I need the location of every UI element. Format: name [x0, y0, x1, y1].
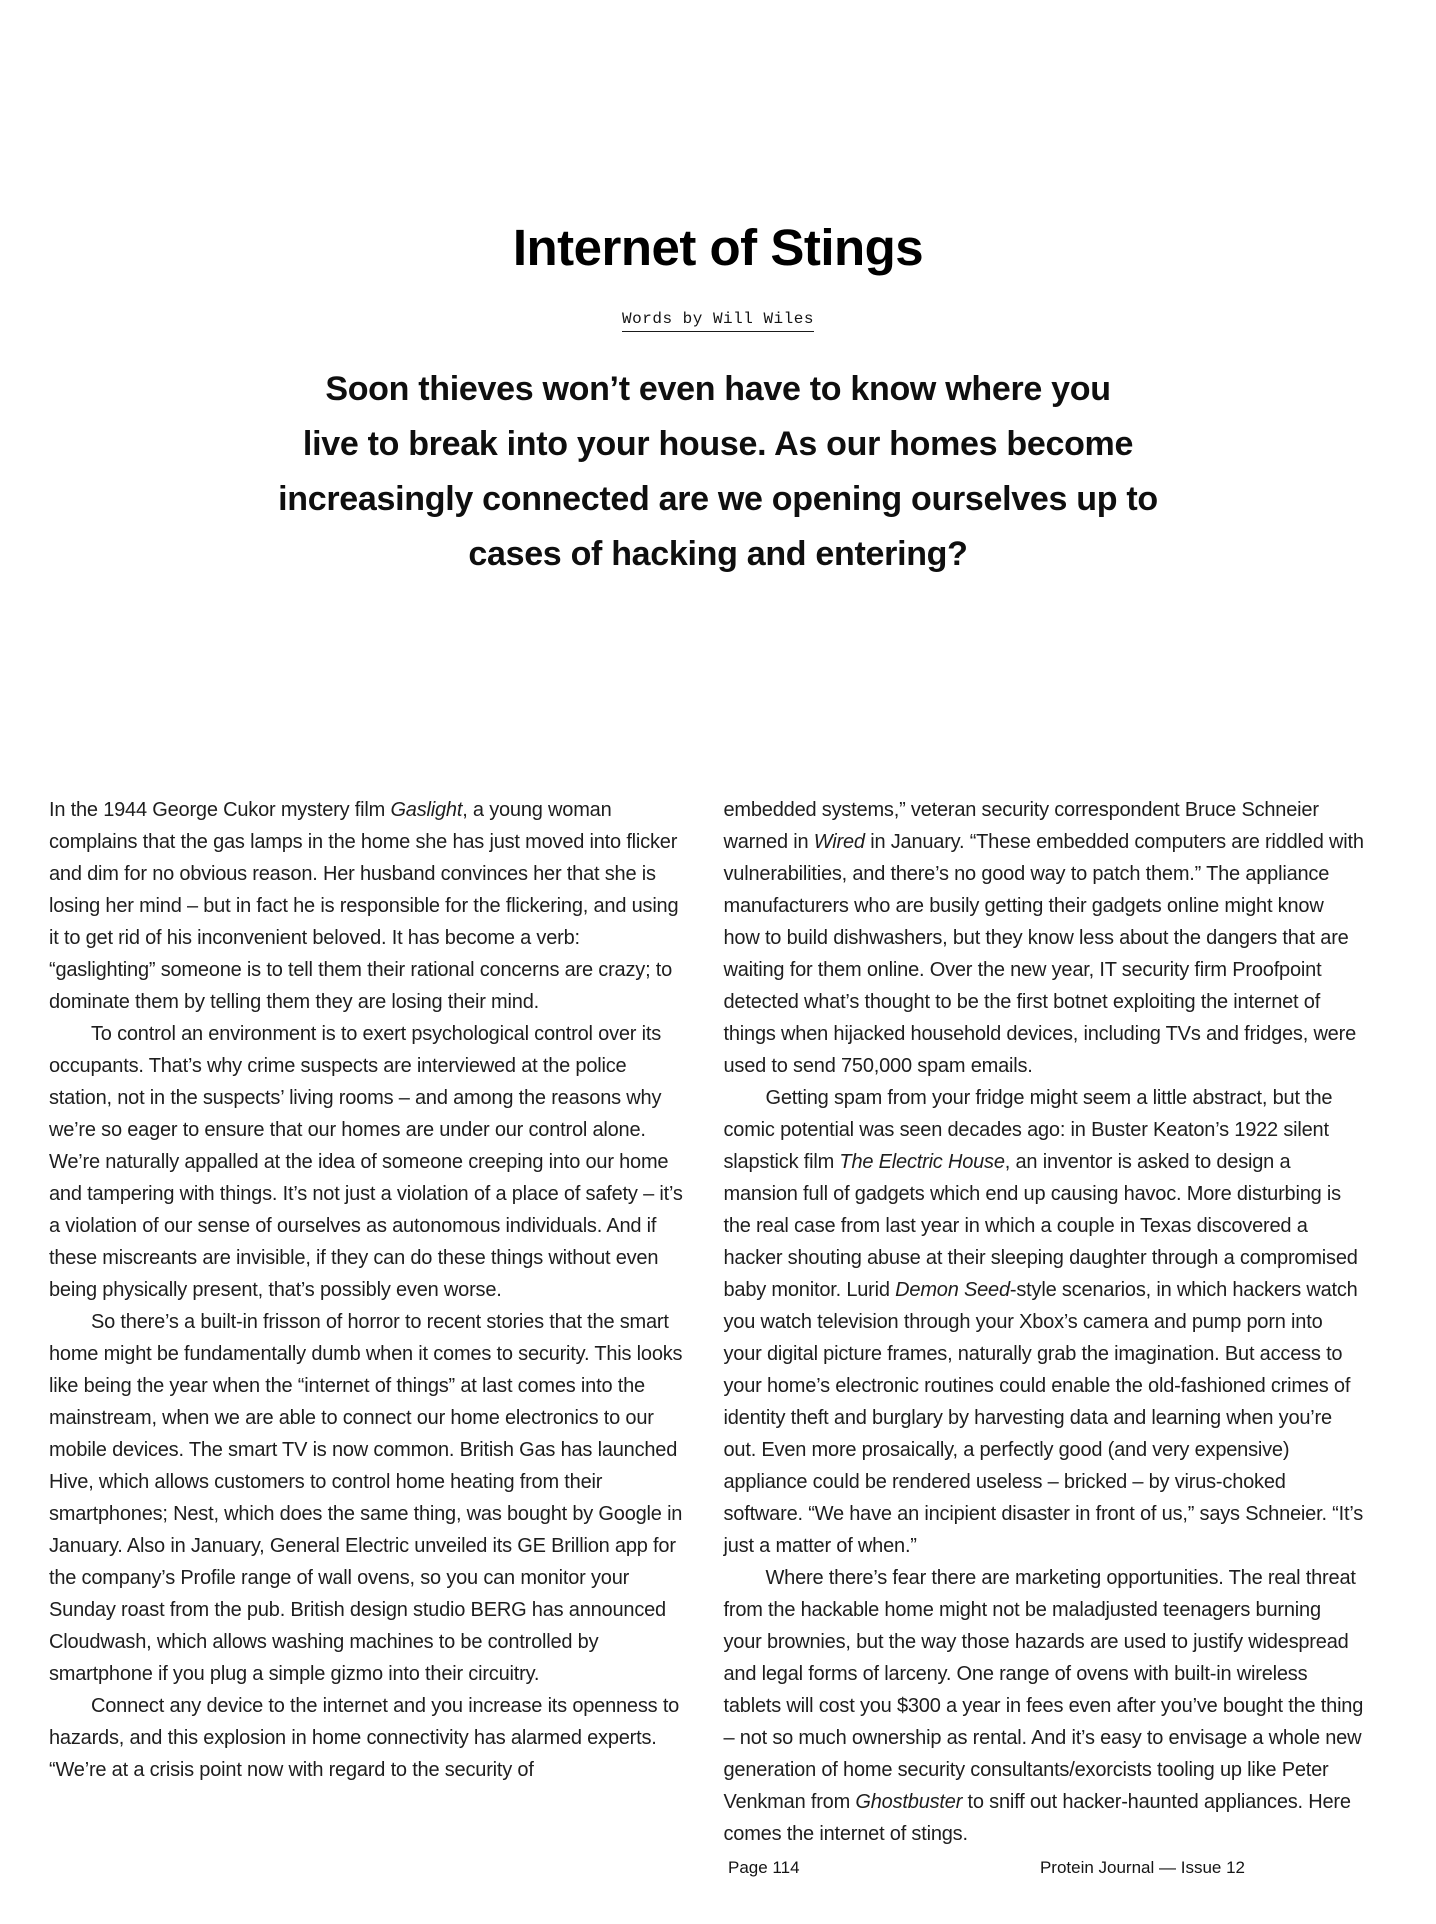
paragraph	[724, 1562, 1365, 1850]
italic-text: Wired	[813, 831, 865, 853]
journal-issue-label: Protein Journal — Issue 12	[1039, 1858, 1245, 1877]
body-text: in January. “These embedded computers are riddled with vulnerabilities, and there’s no good way to patch them.” The appliance manufacturers who are busily getting their gadgets online might know how to build dishwashers, but they know less about the dangers that are waiting for them online. Over the new year, IT security firm Proofpoint detected what’s thought to be the first botnet exploiting the internet of things when hijacked household devices, including TVs and fridges, were used to send 750,000 spam emails.	[723, 831, 1364, 1077]
body-text: So there’s a built-in frisson of horror to recent stories that the smart home might be fundamentally dumb when it comes to security. This looks like being the year when the “internet of things” at last comes into the mainstream, when we are able to connect our home electronics to our mobile devices. The smart TV is now common. British Gas has launched Hive, which allows customers to control home heating from their smartphones; Nest, which does the same thing, was bought by Google in January. Also in January, General Electric unveiled its GE Brillion app for the company’s Profile range of wall ovens, so you can monitor your Sunday roast from the pub. British design studio BERG has announced Cloudwash, which allows washing machines to be controlled by smartphone if you plug a simple gizmo into their circuitry.	[49, 1311, 683, 1685]
column-left	[49, 794, 690, 1850]
paragraph	[49, 794, 690, 1018]
body-text: Where there’s fear there are marketing opportunities. The real threat from the hackable home might not be maladjusted teenagers burning your brownies, but the way those hazards are used to justify widespread and legal forms of larceny. One range of ovens with built-in wireless tablets will cost you $300 a year in fees even after you’ve bought the thing – not so much ownership as rental. And it’s easy to envisage a whole new generation of home security consultants/exorcists tooling up like Peter Venkman from	[723, 1567, 1364, 1813]
page-footer	[0, 1858, 1436, 1882]
body-text: , an inventor is asked to design a mansion full of gadgets which end up causing havoc. More disturbing is the real case from last year in which a couple in Texas discovered a hacker shouting abuse at their sleeping daughter through a compromised baby monitor. Lurid	[723, 1151, 1358, 1301]
paragraph	[49, 1018, 690, 1306]
body-text: To control an environment is to exert psychological control over its occupants. That’s why crime suspects are interviewed at the police station, not in the suspects’ living rooms – and among the reasons why we’re so eager to ensure that our homes are under our control alone. We’re naturally appalled at the idea of someone creeping into our home and tampering with things. It’s not just a violation of a place of safety – it’s a violation of our sense of ourselves as autonomous individuals. And if these miscreants are invisible, if they can do these things without even being physically present, that’s possibly even worse.	[49, 1023, 683, 1301]
byline: Words by Will Wiles	[622, 310, 814, 332]
standfirst-line: increasingly connected are we opening ourselves up to	[278, 480, 1158, 518]
paragraph	[49, 1690, 690, 1786]
body-text: Getting spam from your fridge might seem a little abstract, but the comic potential was seen decades ago: in Buster Keaton’s 1922 silent slapstick film	[723, 1087, 1333, 1173]
body-text: embedded systems,” veteran security correspondent Bruce Schneier warned in	[723, 799, 1319, 853]
paragraph	[49, 1306, 690, 1690]
standfirst-line: cases of hacking and entering?	[468, 535, 968, 573]
page-number: Page 114	[728, 1858, 800, 1877]
article-header	[0, 0, 1436, 582]
standfirst-line: Soon thieves won’t even have to know where you	[325, 370, 1111, 408]
body-text: , a young woman complains that the gas lamps in the home she has just moved into flicker and dim for no obvious reason. Her husband convinces her that she is losing her mind – but in fact he is responsible for the flickering, and using it to get rid of his inconvenient beloved. It has become a verb: “gaslighting” someone is to tell them their rational concerns are crazy; to dominate them by telling them they are losing their mind.	[49, 799, 679, 1013]
column-right	[724, 794, 1365, 1850]
italic-text: The Electric House	[839, 1151, 1005, 1173]
italic-text: Ghostbuster	[855, 1791, 963, 1813]
paragraph	[724, 794, 1365, 1082]
italic-text: Demon Seed	[895, 1279, 1010, 1301]
page-title: Internet of Stings	[512, 219, 924, 276]
byline-wrap	[0, 310, 1436, 332]
paragraph	[724, 1082, 1365, 1562]
article-body	[0, 794, 1436, 1850]
body-text: to sniff out hacker-haunted appliances. Here comes the internet of stings.	[723, 1791, 1351, 1845]
italic-text: Gaslight	[390, 799, 463, 821]
standfirst-line: live to break into your house. As our homes become	[302, 425, 1134, 463]
body-text: -style scenarios, in which hackers watch you watch television through your Xbox’s camera and pump porn into your digital picture frames, naturally grab the imagination. But access to your home’s electronic routines could enable the old-fashioned crimes of identity theft and burglary by harvesting data and learning when you’re out. Even more prosaically, a perfectly good (and very expensive) appliance could be rendered useless – bricked – by virus-choked software. “We have an incipient disaster in front of us,” says Schneier. “It’s just a matter of when.”	[723, 1279, 1364, 1557]
body-text: In the 1944 George Cukor mystery film	[49, 799, 391, 821]
standfirst	[0, 362, 1436, 582]
body-text: Connect any device to the internet and you increase its openness to hazards, and this explosion in home connectivity has alarmed experts. “We’re at a crisis point now with regard to the security of	[49, 1695, 680, 1781]
